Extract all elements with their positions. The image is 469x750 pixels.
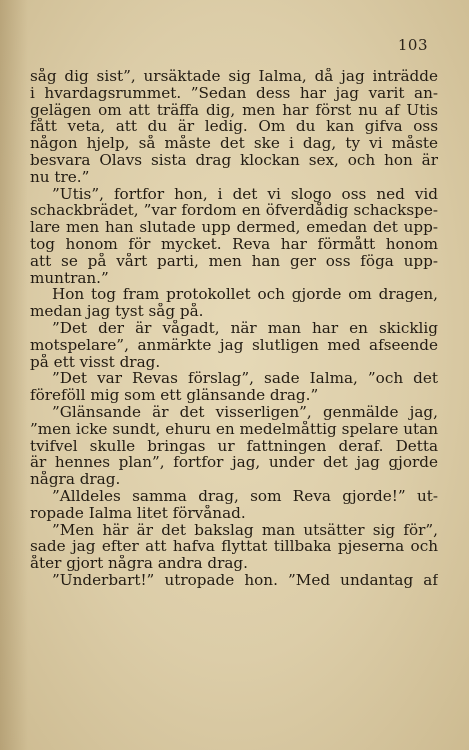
- text-line: ”Utis”, fortfor hon, i det vi slogo oss ned vid: [52, 185, 438, 203]
- text-line: medan jag tyst såg på.: [30, 303, 204, 320]
- text-line: föreföll mig som ett glänsande drag.”: [30, 387, 319, 404]
- text-line: ”Alldeles samma drag, som Reva gjorde!” ut-: [52, 487, 438, 505]
- text-line: åter gjort några andra drag.: [30, 555, 248, 572]
- text-line: fått veta, att du är ledig. Om du kan gifva oss: [30, 118, 438, 136]
- text-line: såg dig sist”, ursäktade sig Ialma, då jag inträdde: [30, 68, 438, 85]
- text-line: sade jag efter att hafva flyttat tillbaka pjeserna och: [30, 538, 438, 556]
- text-line: Hon tog fram protokollet och gjorde om dragen,: [52, 286, 438, 304]
- text-line: någon hjelp, så måste det ske i dag, ty vi måste: [30, 135, 438, 152]
- text-line: i hvardagsrummet. ”Sedan dess har jag varit an-: [30, 84, 438, 102]
- text-line: besvara Olavs sista drag klockan sex, och hon är: [30, 151, 438, 169]
- text-line: ”Det var Revas förslag”, sade Ialma, ”och det: [52, 370, 438, 388]
- text-line: motspelare”, anmärkte jag slutligen med afseende: [30, 336, 438, 354]
- text-line: några drag.: [30, 471, 121, 488]
- text-line: nu tre.”: [30, 168, 90, 186]
- text-line: ropade Ialma litet förvånad.: [30, 504, 246, 522]
- text-line: ”Men här är det bakslag man utsätter sig för”,: [52, 521, 438, 539]
- body-text: [30, 68, 438, 589]
- text-line: på ett visst drag.: [30, 353, 161, 371]
- text-line: lare men han slutade upp dermed, emedan det upp-: [30, 219, 438, 236]
- text-line: schackbrädet, ”var fordom en öfverdådig schackspe-: [30, 202, 438, 220]
- text-line: muntran.”: [30, 269, 109, 287]
- text-line: tvifvel skulle bringas ur fattningen deraf. Detta: [30, 437, 438, 455]
- text-line: gelägen om att träffa dig, men har först nu af Utis: [30, 101, 438, 119]
- text-line: ”Glänsande är det visserligen”, genmälde jag,: [52, 403, 438, 421]
- text-line: tog honom för mycket. Reva har förmått honom: [30, 235, 438, 253]
- text-line: ”Underbart!” utropade hon. ”Med undantag af: [52, 571, 438, 589]
- page-number: 103: [397, 36, 428, 54]
- text-line: ”Det der är vågadt, när man har en skicklig: [52, 319, 438, 337]
- text-line: är hennes plan”, fortfor jag, under det jag gjorde: [30, 454, 438, 472]
- text-line: att se på vårt parti, men han ger oss föga upp-: [30, 252, 438, 270]
- text-line: ”men icke sundt, ehuru en medelmåttig spelare utan: [30, 420, 438, 438]
